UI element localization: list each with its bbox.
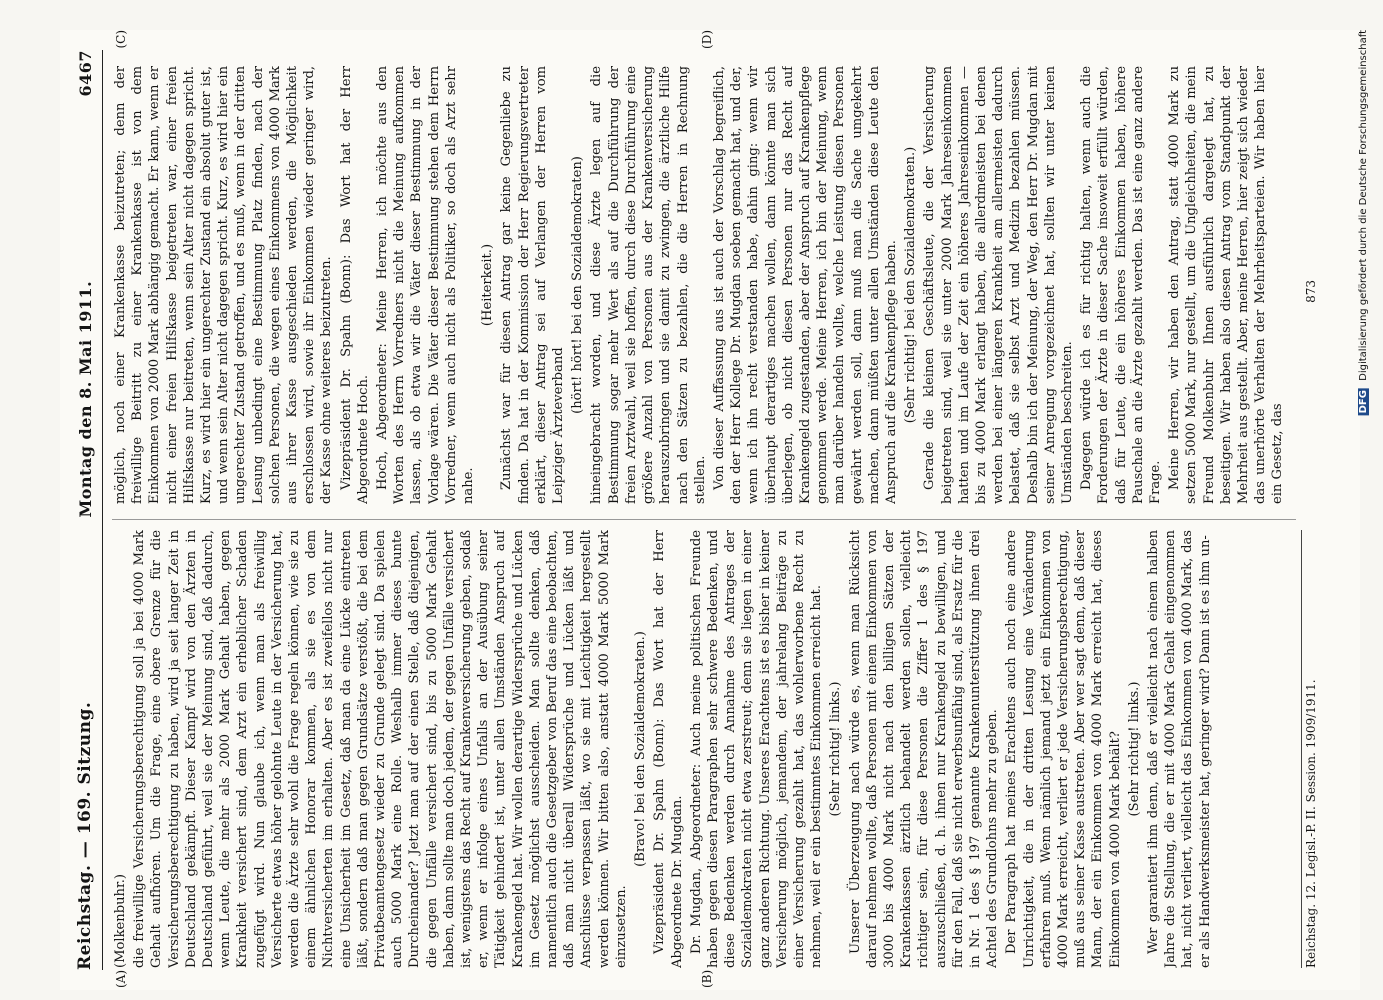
paragraph: Hoch, Abgeordneter: Meine Herren, ich möchte aus den Worten des Herrn Vorredners nicht die Meinung aufkommen lassen, als ob etwa wir die Väter dieser Bestimmung in der Vorlage wären. Die Väter dieser Bestimmung stehen dem Herrn Vorredner, wenn auch nicht als Politiker, so doch als Arzt sehr nahe. xyxy=(375,66,477,504)
margin-marker-c: (C) xyxy=(114,30,128,49)
page-number: 6467 xyxy=(75,50,95,97)
paragraph: Gerade die kleinen Geschäftsleute, die der Versicherung beigetreten sind, weil sie unter 2000 Mark Jahreseinkommen hatten und im Laufe der Zeit ein höheres Jahreseinkommen — bis zu 4000 Mark erlangt haben, die allerdmeisten bei denen werden bei einer längeren Krankheit am allermeisten dadurch belastet, daß sie selbst Arzt und Medizin bezahlen müssen. Deshalb bin ich der Meinung, der Weg, den Herr Dr. Mugdan mit seiner Anregung vorgezeichnet hat, sollten wir unter keinen Umständen beschreiten. xyxy=(922,66,1075,504)
margin-marker-a: (A) xyxy=(114,969,128,988)
sheet-number: 873 xyxy=(1304,280,1318,303)
document-page xyxy=(60,30,1360,990)
page-header xyxy=(68,50,103,970)
page-footer: Reichstag. 12. Legisl.-P. II. Session. 1909/1911. xyxy=(1301,530,1318,968)
paragraph: Der Paragraph hat meines Erachtens auch noch eine andere Unrichtigkeit, die in der dritten Lesung eine Veränderung erfahren muß. Wenn nämlich jemand jetzt ein Einkommen von 4000 Mark erreicht, verliert er jede Versicherungsberechtigung, muß aus seiner Kasse austreten. Aber wer sagt denn, daß dieser Mann, der ein Einkommen von 4000 Mark erreicht hat, dieses Einkommen von 4000 Mark behält? xyxy=(1004,530,1123,968)
paragraph: Dr. Mugdan, Abgeordneter: Auch meine politischen Freunde haben gegen diesen Paragraphen sehr schwere Bedenken, und diese Bedenken werden durch Annahme des Antrages der Sozialdemokraten nicht etwa zerstreut; denn sie liegen in einer ganz anderen Richtung. Unseres Erachtens ist es bisher in keiner Versicherung möglich, jemandem, der jahrelang Beiträge zu einer Versicherung gezahlt hat, das wohlerworbene Recht zu nehmen, weil er ein bestimmtes Einkommen erreicht hat. xyxy=(688,530,825,968)
paragraph: Vizepräsident Dr. Spahn (Bonn): Das Wort hat der Herr Abgeordnete Hoch. xyxy=(338,66,371,504)
header-date: Montag den 8. Mai 1911. xyxy=(75,280,95,518)
paragraph: (Molkenbuhr.) xyxy=(113,873,128,968)
left-column xyxy=(112,530,1296,968)
paragraph: Unserer Überzeugung nach würde es, wenn man Rücksicht darauf nehmen wollte, daß Personen mit einem Einkommen von 3000 bis 4000 Mark nicht nach den billigen Sätzen der Krankenkassen ärztlich behandelt werden sollen, vielleicht richtiger sein, für diese Personen die Ziffer 1 des § 197 auszuschließen, d. h. ihnen nur Krankengeld zu bewilligen, und für den Fall, daß sie nicht erwerbsunfähig sind, als Ersatz für die in Nr. 1 des § 197 genannte Krankenunterstützung ihnen drei Achtel des Grundlohns mehr zu geben. xyxy=(847,530,1001,968)
dfg-logo: DFG xyxy=(1358,390,1369,414)
paragraph: die freiwillige Versicherungsberechtigung soll ja bei 4000 Mark Gehalt aufhören. Um die Frage, eine obere Grenze für die Versicherungsberechtigung zu haben, wird ja seit langer Zeit in Deutschland gekämpft. Dieser Kampf wird von den Ärzten in Deutschland geführt, weil sie der Meinung sind, daß dadurch, wenn Leute, die mehr als 2000 Mark Gehalt haben, gegen Krankheit versichert sind, dem Arzt ein erheblicher Schaden zugefügt wird. Nun glaube ich, wenn man als freiwillig Versicherte etwas höher gelohnte Leute in der Versicherung hat, werden die Ärzte sehr wohl die Frage regeln können, wie sie zu einem ähnlichen Honorar kommen, als sie es von dem Nichtversicherten im erhalten. Aber es ist zweifellos nicht nur eine Unsicherheit im Gesetz, daß man da eine Lücke eintreten läßt, sondern daß man gegen Grundsätze verstößt, die bei dem Privatbeamtengesetz wieder zu Grunde gelegt sind. Da spielen auch 5000 Mark eine Rolle. Weshalb immer dieses bunte Durcheinander? Jetzt man auf der einen Stelle, daß diejenigen, die gegen Unfälle versichert sind, bis zu 5000 Mark Gehalt haben, dann sollte man doch jedem, der gegen Unfälle versichert ist, wenigstens das Recht auf Krankenversicherung geben, sodaß er, wenn er infolge eines Unfalls an der Ausübung seiner Tätigkeit gehindert ist, unter allen Umständen Anspruch auf Krankengeld hat. Wir wollen derartige Widersprüche und Lücken im Gesetz möglichst ausscheiden. Man sollte denken, daß namentlich auch die Gesetzgeber von Beruf das eine beobachten, daß man nicht überall Widersprüche und Lücken läßt und Anschlüsse verpassen läßt, wo sie mit Leichtigkeit hergestellt werden können. Wir bitten also, anstatt 4000 Mark 5000 Mark einzusetzen. xyxy=(132,530,629,968)
paragraph: Vizepräsident Dr. Spahn (Bonn): Das Wort hat der Herr Abgeordnete Dr. Mugdan. xyxy=(652,530,685,968)
margin-marker-b: (B) xyxy=(700,969,714,988)
paragraph: Dagegen würde ich es für richtig halten, wenn auch die Forderungen der Ärzte in dieser Sache insoweit erfüllt würden, daß für Leute, die ein höheres Einkommen haben, höhere Pauschale an die Ärzte gezahlt werden. Das ist eine ganz andere Frage. xyxy=(1079,66,1163,504)
paragraph: Meine Herren, wir haben den Antrag, statt 4000 Mark zu setzen 5000 Mark, nur gestellt, um die Ungleichheiten, die mein Freund Molkenbuhr Ihnen ausführlich dargelegt hat, zu beseitigen. Wir haben also diesen Antrag vom Standpunkt der Mehrheit aus gestellt. Aber, meine Herren, hier zeigt sich wieder das unerhörte Verhalten der Mehrheitsparteien. Wir haben hier ein Gesetz, das xyxy=(1167,66,1286,504)
paragraph: (Heiterkeit.) xyxy=(480,243,496,327)
column-divider xyxy=(112,519,1296,520)
paragraph: (Bravo! bei den Sozialdemokraten.) xyxy=(633,631,649,867)
margin-marker-d: (D) xyxy=(700,30,714,49)
paragraph: möglich, noch einer Krankenkasse beizutreten; denn der freiwillige Beitritt zu einer Krankenkasse ist von dem Einkommen von 2000 Mark abhängig gemacht. Er kann, wenn er nicht einer freien Hilfskasse beigetreten war, einer freien Hilfskasse nur beitreten, wenn sein Alter nicht dagegen spricht. Kurz, es wird hier ein ungerechter Zustand ein absolut guter ist, und wenn sein Alter nicht dagegen spricht. Kurz, es wird hier ein ungerechter Zustand getroffen, und es muß, wenn in der dritten Lesung unbedingt eine Bestimmung Platz finden, nach der solchen Personen, die wegen eines Einkommens von 4000 Mark aus ihrer Kasse ausgeschieden werden, die Möglichkeit erschlossen wird, sowie ihr Einkommen wieder geringer wird, der Kasse ohne weiteres beizutreten. xyxy=(113,66,335,504)
paragraph: Wer garantiert ihm denn, daß er vielleicht nach einem halben Jahre die Stellung, die er mit 4000 Mark Gehalt eingenommen hat, nicht verliert, vielleicht das Einkommen von 4000 Mark, das er als Handwerksmeister hat, geringer wird? Dann ist es ihm un- xyxy=(1145,530,1213,968)
paragraph: (Sehr richtig! links.) xyxy=(1126,681,1142,817)
right-column xyxy=(112,66,1296,504)
paragraph: (Sehr richtig! bei den Sozialdemokraten.) xyxy=(903,146,919,424)
paragraph: (hört! hört! bei den Sozialdemokraten) xyxy=(570,156,586,414)
header-session: Reichstag. — 169. Sitzung. xyxy=(75,701,95,970)
dfg-credit xyxy=(1358,30,1369,415)
paragraph: (Sehr richtig! links.) xyxy=(828,681,844,817)
paragraph: hineingebracht worden, und diese Ärzte legen auf die Bestimmung sogar mehr Wert als auf die Durchführung der freien Arztwahl, weil sie hoffen, durch diese Durchführung eine größere Anzahl von Personen aus der Krankenversicherung herauszubringen und sie damit zu zwingen, die ärztliche Hilfe nach den Sätzen zu bezahlen, die die Herren in Rechnung stellen. xyxy=(589,66,708,504)
paragraph: Zunächst war für diesen Antrag gar keine Gegenliebe zu finden. Da hat in der Kommission der Herr Regierungsvertreter erklärt, dieser Antrag sei auf Verlangen der Herren vom Leipziger Ärzteverband xyxy=(499,66,567,504)
dfg-credit-text: Digitalisierung gefördert durch die Deutsche Forschungsgemeinschaft xyxy=(1358,30,1369,381)
paragraph: Von dieser Auffassung aus ist auch der Vorschlag begreiflich, den der Herr Kollege Dr. Mugdan soeben gemacht hat, und der, wenn ich ihn recht verstanden habe, dahin ging: wenn wir überhaupt derartiges machen wollen, dann könnte man sich überlegen, ob nicht diesen Personen nur das Recht auf Krankengeld zugestanden, aber der Anspruch auf Krankenpflege genommen werde. Meine Herren, ich bin der Meinung, wenn man darüber handeln wollte, welche Leistung diesen Personen gewährt werden soll, dann muß man die Sache umgekehrt machen, dann müßten unter allen Umständen diese Leute den Anspruch auf die Krankenpflege haben. xyxy=(711,66,899,504)
